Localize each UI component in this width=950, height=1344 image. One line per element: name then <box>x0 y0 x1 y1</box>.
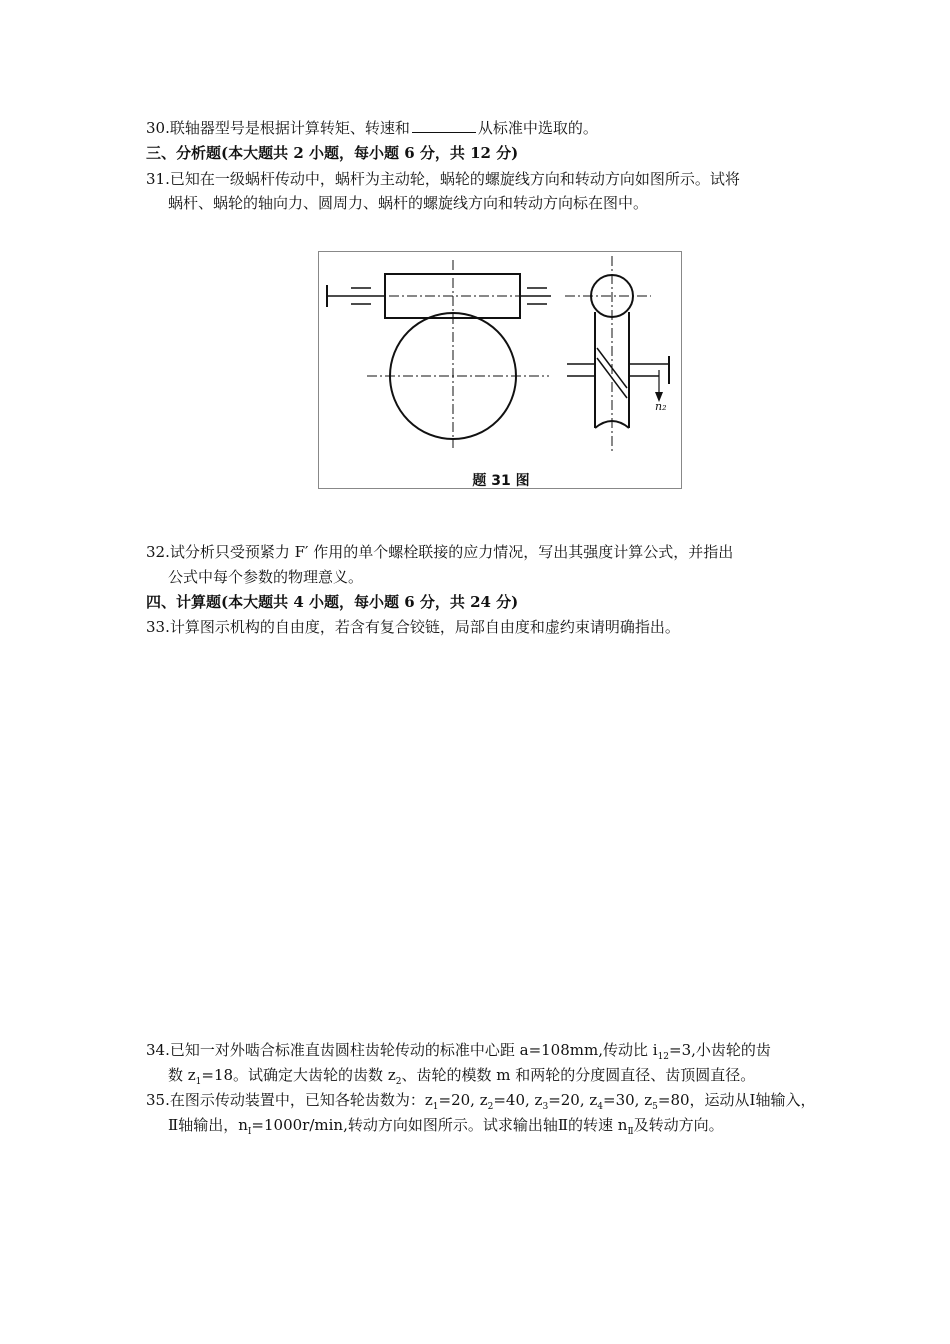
question-31-line1: 31.已知在一级蜗杆传动中，蜗杆为主动轮，蜗轮的螺旋线方向和转动方向如图所示。试将 <box>146 170 740 188</box>
question-35-line1: 35.在图示传动装置中，已知各轮齿数为：$z_1=20$, $z_2=40$, $z_3=20$, $z_4=30$, $z_5=80$，运动从Ⅰ轴输入， <box>146 1091 816 1112</box>
question-33: 33.计算图示机构的自由度，若含有复合铰链，局部自由度和虚约束请明确指出。 <box>146 618 680 636</box>
question-34-line1: 34.已知一对外啮合标准直齿圆柱齿轮传动的标准中心距 a=108mm,传动比 $i_{12}=3$,小齿轮的齿 <box>146 1041 771 1062</box>
worm-gear-diagram <box>319 252 683 490</box>
section-4-heading: 四、计算题(本大题共 4 小题，每小题 6 分，共 24 分) <box>146 593 519 611</box>
section-3-heading: 三、分析题(本大题共 2 小题，每小题 6 分，共 12 分) <box>146 144 519 162</box>
answer-blank[interactable] <box>412 118 476 133</box>
question-34-line2: 数 $z_1=18$。试确定大齿轮的齿数 $z_2$、齿轮的模数 m 和两轮的分度圆直径、齿顶圆直径。 <box>168 1066 756 1087</box>
figure-31-caption: 题 31 图 <box>472 473 530 489</box>
question-32-line2: 公式中每个参数的物理意义。 <box>168 568 364 586</box>
question-32-line1: 32.试分析只受预紧力 F′ 作用的单个螺栓联接的应力情况，写出其强度计算公式，并指出 <box>146 543 734 561</box>
speed-label-n2: n₂ <box>655 400 667 413</box>
question-30: 30.联轴器型号是根据计算转矩、转速和 从标准中选取的。 <box>146 119 598 137</box>
figure-31 <box>318 251 682 489</box>
question-31-line2: 蜗杆、蜗轮的轴向力、圆周力、蜗杆的螺旋线方向和转动方向标在图中。 <box>168 194 649 212</box>
question-35-line2: Ⅱ轴输出，$n_Ⅰ=1000r/\min$,转动方向如图所示。试求输出轴Ⅱ的转速 $n_Ⅱ$及转动方向。 <box>168 1116 724 1137</box>
